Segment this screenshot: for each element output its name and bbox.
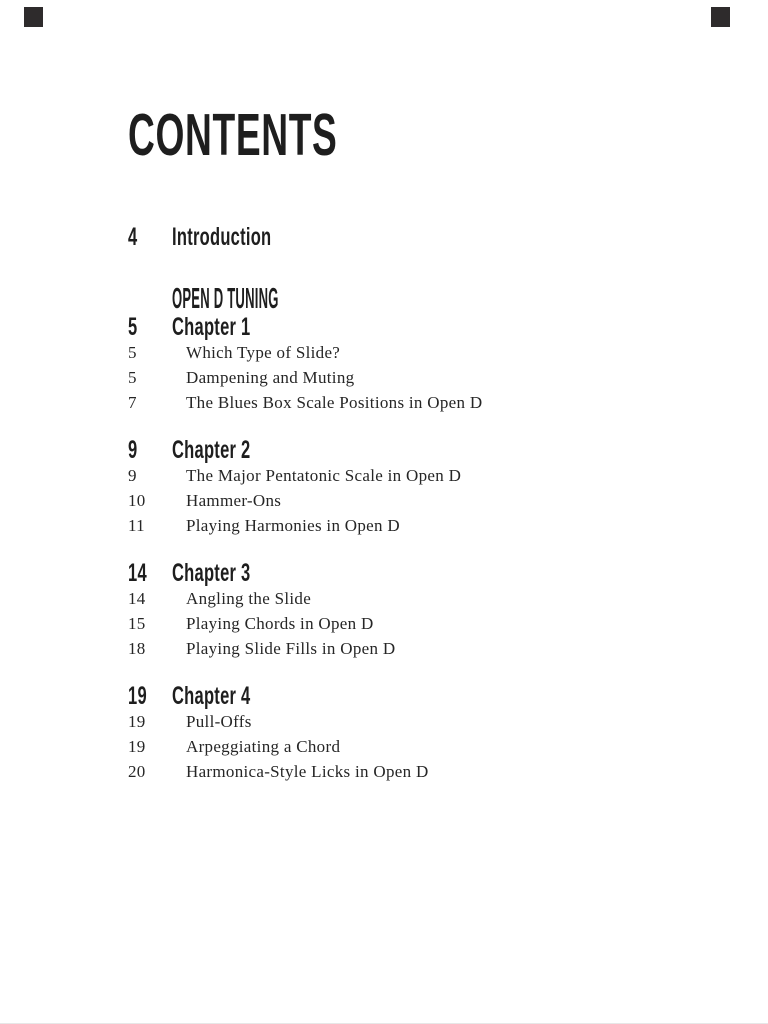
chapter-block-4: [128, 684, 708, 784]
chapter-title: Chapter 2: [172, 436, 251, 464]
chapter-block-2: [128, 438, 708, 538]
page-number: 4: [128, 223, 138, 251]
page-number: 20: [128, 762, 146, 781]
chapter-title: Chapter 1: [172, 313, 251, 341]
page-number: 7: [128, 393, 137, 412]
entry-title: Playing Chords in Open D: [186, 614, 374, 633]
toc-sub-row: [128, 759, 708, 784]
toc-chapter-row: [128, 684, 708, 709]
chapter-title: Chapter 3: [172, 559, 251, 587]
entry-title: Playing Harmonies in Open D: [186, 516, 400, 535]
toc-sub-row: [128, 709, 708, 734]
page-number: 14: [128, 559, 147, 587]
toc-sub-row: [128, 390, 708, 415]
page-number: 19: [128, 737, 146, 756]
toc-sub-row: [128, 488, 708, 513]
toc-sub-row: [128, 340, 708, 365]
toc-chapter-row: [128, 438, 708, 463]
page-number: 9: [128, 436, 138, 464]
toc-chapter-row: [128, 561, 708, 586]
chapter-title: Chapter 4: [172, 682, 251, 710]
page-number: 5: [128, 313, 138, 341]
toc-sub-row: [128, 636, 708, 661]
page-number: 11: [128, 516, 145, 535]
page-number: 5: [128, 343, 137, 362]
toc-sub-row: [128, 611, 708, 636]
chapter-block-3: [128, 561, 708, 661]
table-of-contents: [128, 225, 708, 784]
toc-sub-row: [128, 463, 708, 488]
page-number: 15: [128, 614, 146, 633]
toc-sub-row: [128, 513, 708, 538]
page-title: CONTENTS: [128, 102, 338, 168]
entry-title: Harmonica-Style Licks in Open D: [186, 762, 429, 781]
page-number: 19: [128, 712, 146, 731]
toc-sub-row: [128, 365, 708, 390]
entry-title: The Major Pentatonic Scale in Open D: [186, 466, 462, 485]
entry-title: Dampening and Muting: [186, 368, 355, 387]
entry-title: Angling the Slide: [186, 589, 312, 608]
page-number: 18: [128, 639, 146, 658]
page-number: 5: [128, 368, 137, 387]
entry-title: Hammer-Ons: [186, 491, 282, 510]
scan-mark-right: [711, 7, 730, 27]
chapter-block-1: [128, 315, 708, 415]
toc-entry-introduction: [128, 225, 708, 250]
scan-mark-left: [24, 7, 43, 27]
entry-title: Pull-Offs: [186, 712, 252, 731]
entry-title: Arpeggiating a Chord: [186, 737, 341, 756]
toc-sub-row: [128, 734, 708, 759]
toc-chapter-row: [128, 315, 708, 340]
entry-title: Playing Slide Fills in Open D: [186, 639, 396, 658]
entry-title: The Blues Box Scale Positions in Open D: [186, 393, 483, 412]
toc-sub-row: [128, 586, 708, 611]
entry-title: Introduction: [172, 223, 272, 251]
page-number: 10: [128, 491, 146, 510]
page-number: 14: [128, 589, 146, 608]
section-heading-open-d-tuning: OPEN D TUNING: [172, 283, 279, 315]
page-number: 19: [128, 682, 147, 710]
entry-title: Which Type of Slide?: [186, 343, 341, 362]
page-number: 9: [128, 466, 137, 485]
